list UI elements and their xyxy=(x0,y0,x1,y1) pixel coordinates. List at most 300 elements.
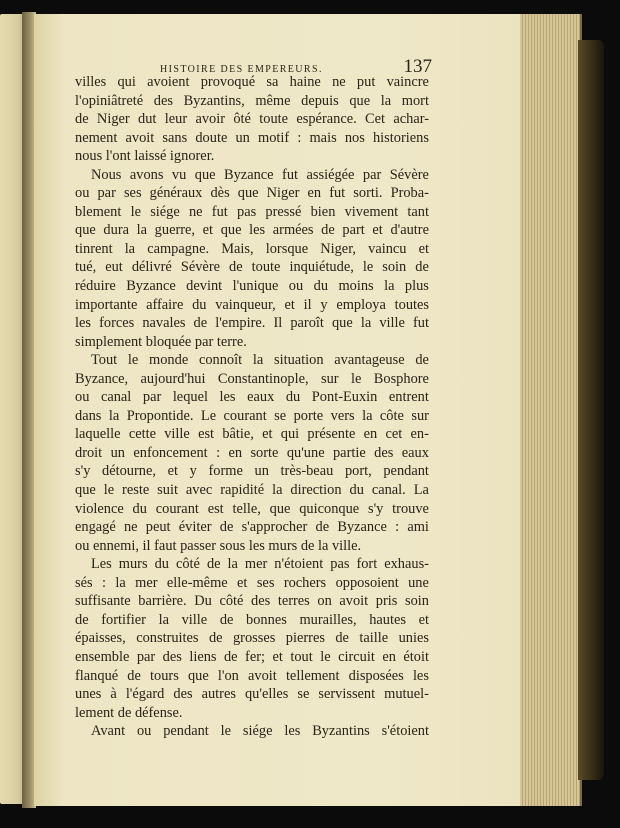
word: sés xyxy=(75,574,93,591)
word: de xyxy=(223,648,238,665)
word: s'y xyxy=(367,500,384,517)
word: côté xyxy=(219,593,244,610)
word: forces xyxy=(99,315,135,332)
word: que xyxy=(187,667,209,684)
word: sur xyxy=(411,407,429,424)
word: et xyxy=(418,611,429,628)
text-line xyxy=(75,611,429,630)
word: de xyxy=(219,611,234,628)
word: tout xyxy=(290,648,313,665)
word: ne xyxy=(188,203,203,220)
word: de xyxy=(219,519,234,536)
word: tellement xyxy=(285,667,340,684)
word: droit xyxy=(75,444,103,461)
word: très-beau xyxy=(280,463,334,480)
word: forme xyxy=(208,463,243,480)
word: bâtie, xyxy=(222,426,254,443)
word: de xyxy=(335,630,349,647)
text-line-content xyxy=(75,370,429,389)
word: porte xyxy=(293,407,324,424)
word: avoit xyxy=(339,593,369,610)
word: barrière. xyxy=(138,593,187,610)
word: Niger xyxy=(266,185,300,202)
text-line xyxy=(75,722,429,741)
word: de xyxy=(229,259,243,276)
text-line xyxy=(75,629,429,648)
word: toute xyxy=(259,111,289,128)
text-line xyxy=(75,648,429,667)
word: une xyxy=(408,574,429,591)
text-line xyxy=(75,351,429,370)
word: Niger, xyxy=(320,240,357,257)
word: et xyxy=(167,463,179,480)
text-line xyxy=(75,500,429,519)
word: sur xyxy=(321,370,339,387)
word: enfoncement xyxy=(133,444,208,461)
word: quiconque xyxy=(299,500,360,517)
word: importante xyxy=(75,296,138,313)
word: fut xyxy=(412,315,429,332)
word: qu'une xyxy=(286,444,325,461)
word: port, xyxy=(344,463,372,480)
word: dura xyxy=(103,222,129,239)
text-line-content xyxy=(75,184,429,203)
word: : xyxy=(395,519,400,536)
word: partie xyxy=(332,444,366,461)
word: présente xyxy=(307,426,356,443)
word: canal. xyxy=(371,482,406,499)
word: un xyxy=(110,444,125,461)
word: elle-même xyxy=(166,574,228,591)
word: s'étoient xyxy=(381,723,429,740)
word: Nous xyxy=(91,166,122,183)
word: ville xyxy=(164,426,190,443)
word: est xyxy=(207,500,224,517)
word: par xyxy=(97,185,116,202)
word: suffisante xyxy=(75,593,131,610)
word: moins xyxy=(338,278,374,295)
word: de xyxy=(193,315,208,332)
text-line-content xyxy=(75,240,429,259)
text-line xyxy=(75,110,429,129)
word: avec xyxy=(185,482,213,499)
text-line xyxy=(75,555,429,574)
word: le xyxy=(127,352,139,369)
page-stack-edge xyxy=(520,14,582,806)
word: depuis xyxy=(301,92,339,109)
text-line-content xyxy=(75,648,429,667)
text-line xyxy=(75,184,429,203)
word: mer xyxy=(135,574,158,591)
word: tué, xyxy=(75,259,97,276)
word: Mais, xyxy=(221,240,254,257)
word: la xyxy=(124,240,136,257)
word: des xyxy=(173,686,193,703)
word: vivement xyxy=(344,203,399,220)
text-line-content xyxy=(75,685,429,704)
word: réduire xyxy=(75,278,116,295)
word: monde xyxy=(149,352,189,369)
word: navales xyxy=(142,315,186,332)
word: que xyxy=(269,500,291,517)
word: villes xyxy=(75,74,107,90)
word: Byzantins xyxy=(312,723,370,740)
word: ensemble xyxy=(75,648,130,665)
word: eaux xyxy=(401,444,429,461)
word: dès xyxy=(210,185,230,202)
word: canal xyxy=(100,389,132,406)
word: servissent xyxy=(318,686,376,703)
word: rapidité xyxy=(220,482,265,499)
word: mer xyxy=(244,556,268,573)
word: bonnes xyxy=(246,611,287,628)
word: vu xyxy=(171,166,187,183)
text-line xyxy=(75,574,429,593)
word: dut xyxy=(138,111,157,128)
word: motif xyxy=(258,129,290,146)
word: s'approcher xyxy=(241,519,308,536)
text-line-content xyxy=(75,425,429,444)
word: la xyxy=(136,222,148,239)
word: situation xyxy=(273,352,324,369)
word: nement xyxy=(75,129,118,146)
word: pas xyxy=(237,203,257,220)
word: suit xyxy=(157,482,178,499)
word: des xyxy=(153,92,173,109)
text-line xyxy=(75,481,429,500)
text-line xyxy=(75,221,429,240)
word: devint xyxy=(186,278,223,295)
word: eaux xyxy=(247,389,275,406)
word: l'on xyxy=(217,667,239,684)
text-line-content xyxy=(91,351,429,370)
word: sans xyxy=(162,129,188,146)
word: cet xyxy=(385,426,403,443)
word: de xyxy=(315,519,330,536)
word: en xyxy=(307,185,322,202)
word: il xyxy=(303,296,312,313)
word: : xyxy=(216,444,221,461)
word: que xyxy=(349,92,371,109)
text-line-content xyxy=(75,592,429,611)
word: campagne. xyxy=(147,240,210,257)
word: des xyxy=(374,444,394,461)
word: ville xyxy=(379,315,405,332)
word: les xyxy=(249,222,266,239)
word: de xyxy=(75,111,89,128)
word: Les xyxy=(91,556,112,573)
word: : xyxy=(297,129,302,146)
word: du xyxy=(192,296,207,313)
word: terres xyxy=(277,593,310,610)
word: pas xyxy=(330,556,350,573)
word: se xyxy=(274,407,287,424)
word: vaincu xyxy=(368,240,407,257)
text-line-content xyxy=(75,500,429,519)
word: La xyxy=(413,482,429,499)
text-line-content xyxy=(75,129,429,148)
word: des xyxy=(251,593,271,610)
text-line-content: ou ennemi, il faut passer sous les murs de la ville. xyxy=(75,537,362,554)
text-line-content xyxy=(75,629,429,648)
word: avoit xyxy=(248,667,277,684)
word: autres xyxy=(201,686,236,703)
word: reste xyxy=(122,482,150,499)
word: ou xyxy=(75,185,90,202)
word: la xyxy=(158,611,169,628)
text-line-content xyxy=(91,722,429,741)
word: côté xyxy=(175,556,200,573)
word: un xyxy=(235,129,250,146)
text-line xyxy=(75,388,429,407)
word: l'opiniâtreté xyxy=(75,92,144,109)
word: pressé xyxy=(265,203,302,220)
word: le xyxy=(130,203,141,220)
word: éviter xyxy=(178,519,212,536)
word: délivré xyxy=(131,259,172,276)
word: par xyxy=(362,166,382,183)
word: avoient xyxy=(147,74,190,90)
word: engagé xyxy=(75,519,116,536)
word: et xyxy=(272,648,283,665)
word: qu'elles xyxy=(244,686,289,703)
text-line xyxy=(75,166,429,185)
text-line xyxy=(75,592,429,611)
text-line xyxy=(75,203,429,222)
word: sa xyxy=(266,74,279,90)
text-line-content: nous l'ont laissé ignorer. xyxy=(75,148,215,165)
text-line-content: simplement bloquée par terre. xyxy=(75,333,247,350)
word: côte xyxy=(379,407,404,424)
word: avantageuse xyxy=(334,352,405,369)
word: taille xyxy=(359,630,389,647)
word: laquelle xyxy=(75,426,121,443)
word: l'empire. xyxy=(215,315,266,332)
word: peut xyxy=(145,519,171,536)
word: ou xyxy=(75,389,90,406)
word: flanqué xyxy=(75,667,119,684)
text-line xyxy=(75,92,429,111)
word: ou xyxy=(288,278,304,295)
word: nos xyxy=(344,129,365,146)
word: put xyxy=(356,74,376,90)
word: la xyxy=(362,407,373,424)
text-line xyxy=(75,537,429,556)
word: en- xyxy=(410,426,429,443)
word: le xyxy=(220,723,232,740)
word: du xyxy=(313,278,329,295)
word: des xyxy=(162,648,182,665)
word: ses xyxy=(256,574,275,591)
text-line-content xyxy=(75,296,429,315)
word: en xyxy=(228,444,243,461)
word: Byzance xyxy=(337,519,387,536)
word: Constantinople, xyxy=(217,370,309,387)
word: Tout xyxy=(91,352,118,369)
word: en xyxy=(363,426,378,443)
word: et xyxy=(202,222,214,239)
text-line xyxy=(75,518,429,537)
word: les xyxy=(412,667,429,684)
word: de xyxy=(208,630,223,647)
word: fut xyxy=(329,185,346,202)
word: : xyxy=(101,574,106,591)
text-line xyxy=(75,425,429,444)
word: le xyxy=(351,370,362,387)
word: du xyxy=(349,482,364,499)
text-line-content xyxy=(75,221,429,240)
word: ne xyxy=(332,74,346,90)
word: de xyxy=(415,259,429,276)
text-line xyxy=(75,333,429,352)
word: unes xyxy=(75,686,102,703)
word: dans xyxy=(75,407,102,424)
word: qui xyxy=(280,426,300,443)
word: mais xyxy=(309,129,337,146)
word: avoir xyxy=(195,111,226,128)
text-line xyxy=(75,444,429,463)
word: hautes xyxy=(369,611,406,628)
word: que xyxy=(75,482,96,499)
text-line xyxy=(75,370,429,389)
word: Sévère xyxy=(180,259,220,276)
text-line-content xyxy=(75,667,429,686)
word: ses xyxy=(123,185,142,202)
word: de xyxy=(75,611,89,628)
word: tours xyxy=(150,667,179,684)
word: ôté xyxy=(233,111,251,128)
text-line xyxy=(75,129,429,148)
text-line xyxy=(75,296,429,315)
word: pendant xyxy=(383,463,429,480)
word: le xyxy=(103,482,115,499)
word: sorte xyxy=(250,444,279,461)
text-line xyxy=(75,667,429,686)
word: le xyxy=(362,259,374,276)
word: espérance. xyxy=(296,111,357,128)
word: de xyxy=(127,667,141,684)
word: s'y xyxy=(75,463,91,480)
word: plus xyxy=(404,278,429,295)
text-line xyxy=(75,685,429,704)
word: de xyxy=(206,556,221,573)
word: eut xyxy=(105,259,123,276)
text-line xyxy=(75,462,429,481)
text-line-content xyxy=(75,481,429,500)
word: blement xyxy=(75,203,122,220)
word: l'unique xyxy=(232,278,279,295)
word: employa xyxy=(336,296,386,313)
word: fut xyxy=(282,166,299,183)
text-line-content xyxy=(91,166,429,185)
text-line-content xyxy=(75,444,429,463)
word: fortifier xyxy=(101,611,146,628)
word: par xyxy=(142,389,162,406)
word: que xyxy=(220,222,242,239)
word: telle, xyxy=(232,500,261,517)
word: et xyxy=(284,296,295,313)
word: les xyxy=(284,723,301,740)
word: Le xyxy=(200,407,217,424)
text-line xyxy=(75,704,429,723)
word: guerre, xyxy=(154,222,196,239)
word: pierres xyxy=(285,630,325,647)
text-line-content xyxy=(75,462,429,481)
word: pris xyxy=(375,593,398,610)
word: à xyxy=(110,686,117,703)
word: ville xyxy=(181,611,208,628)
word: la xyxy=(380,92,392,109)
word: connoît xyxy=(198,352,243,369)
text-line-content xyxy=(75,407,429,426)
word: murs xyxy=(118,556,148,573)
word: tant xyxy=(407,203,429,220)
word: mutuel- xyxy=(384,686,429,703)
word: courant xyxy=(155,500,199,517)
word: étoit xyxy=(403,648,429,665)
word: les xyxy=(219,389,236,406)
text-line xyxy=(75,407,429,426)
word: doute xyxy=(195,129,228,146)
word: généraux xyxy=(149,185,203,202)
text-line-content xyxy=(75,574,429,593)
word: bien xyxy=(310,203,336,220)
word: Sévère xyxy=(389,166,429,183)
word: affaire xyxy=(146,296,184,313)
word: soin xyxy=(405,593,429,610)
word: de xyxy=(321,222,335,239)
text-line-content xyxy=(75,258,429,277)
word: assiégée xyxy=(306,166,355,183)
word: que xyxy=(75,222,96,239)
word: violence xyxy=(75,500,124,517)
word: l'égard xyxy=(125,686,165,703)
word: y xyxy=(320,296,328,313)
word: Bosphore xyxy=(373,370,429,387)
text-line-content xyxy=(75,611,429,630)
text-line-content xyxy=(75,518,429,537)
word: vaincre xyxy=(386,74,429,90)
word: que xyxy=(331,315,353,332)
word: de xyxy=(415,352,429,369)
word: Il xyxy=(273,315,283,332)
word: paroît xyxy=(290,315,324,332)
word: part xyxy=(342,222,365,239)
word: ami xyxy=(407,519,429,536)
word: la xyxy=(272,482,283,499)
word: Byzance xyxy=(224,166,274,183)
word: épaisses, xyxy=(75,630,126,647)
word: on xyxy=(317,593,332,610)
word: est xyxy=(198,426,215,443)
word: fort xyxy=(356,556,378,573)
word: courant xyxy=(223,407,267,424)
word: même xyxy=(255,92,291,109)
body-text xyxy=(75,73,429,741)
word: Byzantins, xyxy=(183,92,245,109)
word: Avant xyxy=(91,723,126,740)
text-line-content: lement de défense. xyxy=(75,704,183,721)
word: siége xyxy=(242,723,273,740)
word: leur xyxy=(164,111,188,128)
word: du xyxy=(132,500,147,517)
word: opposoient xyxy=(335,574,399,591)
word: inquiétude, xyxy=(289,259,354,276)
book-cover-edge xyxy=(578,40,604,780)
text-line-content xyxy=(75,92,429,111)
word: trouve xyxy=(392,500,429,517)
word: lorsque xyxy=(265,240,309,257)
